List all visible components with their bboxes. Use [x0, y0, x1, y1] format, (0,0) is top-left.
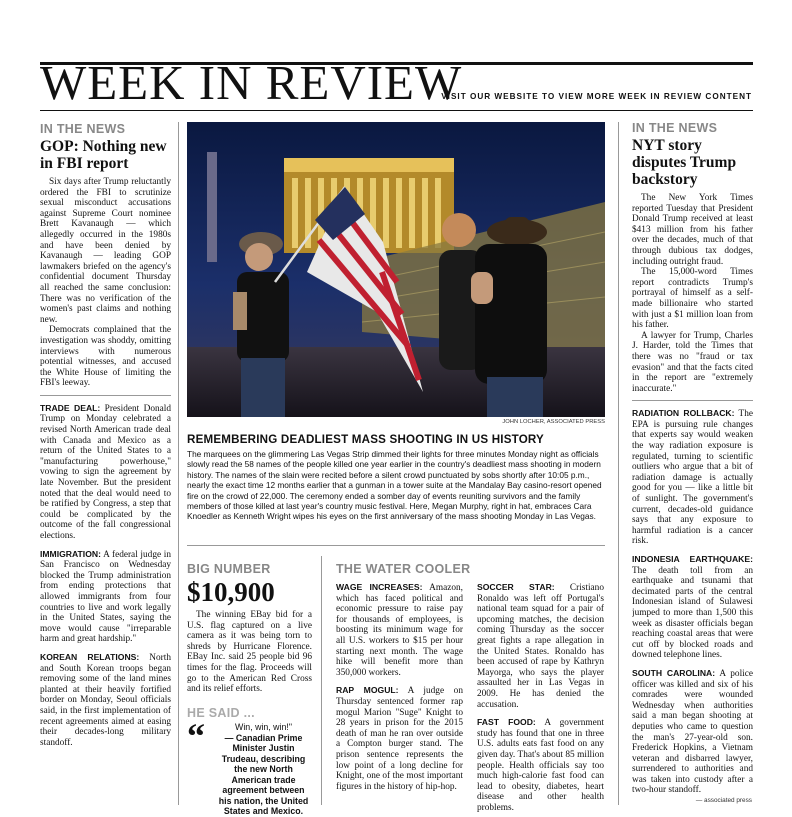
quote-row	[187, 716, 312, 817]
big-number-para: The winning EBay bid for a U.S. flag captured on a live camera as it was being torn to shreds by Hurricane Florence. EBay Inc. said 25 people bid 96 times for the flag. Proceeds will go to the American Red Cross and its relief efforts.	[187, 610, 312, 695]
wc-text: Cristiano Ronaldo was left off Portugal's national team squad for a pair of upcoming matches, the decision coming Thursday as the soccer great fights a rape allegation in the United States. Ronaldo has been accused of rape by Kathryn Mayorga, who says the player assaulted her in Las Vegas in 2009. He has denied the accusation.	[477, 583, 604, 710]
brief-lead: TRADE DEAL:	[40, 402, 101, 413]
wc-item-soccer	[477, 582, 604, 710]
wc-text: A government study has found that one in three U.S. adults eats fast food on any given day. That's about 85 million people. Health officials say too much high-calorie fast food can lead to obesity, diabetes, heart disease and other health problems.	[477, 718, 604, 813]
right-para: The 15,000-word Times report contradicts Trump's portrayal of himself as a self-made billionaire who started with just a $1 million loan from his father.	[632, 267, 753, 331]
right-para: The New York Times reported Tuesday that President Donald Trump received at least $413 million from his father over the decades, much of that through dubious tax dodges, including outright fraud.	[632, 193, 753, 267]
water-cooler-col-1	[336, 582, 463, 813]
right-brief-radiation	[632, 408, 753, 547]
visit-website-link[interactable]: VISIT OUR WEBSITE TO VIEW MORE WEEK IN REVIEW CONTENT	[441, 92, 752, 101]
right-kicker: IN THE NEWS	[632, 121, 718, 135]
brief-text: A police officer was killed and six of his comrades were wounded Wednesday when authorities said a man began shooting at deputies who came to question the man's 27-year-old son. Frederick Hopkins, a Vietnam veteran and disbarred lawyer, surrendered to authorities and was taken into custody after a two-hour standoff.	[632, 668, 753, 796]
right-headline: NYT story disputes Trump backstory	[632, 137, 737, 188]
wc-text: A judge on Thursday sentenced former rap mogul Marion "Suge" Knight to 28 years in prison for the 2015 death of man he ran over outside a Compton burger stand. The prison sentence represents the low point of a long decline for Knight, one of the most important figures in the history of hip-hop.	[336, 686, 463, 792]
brief-text: The death toll from an earthquake and tsunami that decimated parts of the central Indonesian island of Sulawesi jumped to more than 1,500 this week as disaster officials began reaching coastal areas that were cut off by blocked roads and downed telephone lines.	[632, 565, 753, 661]
masthead-title: WEEK IN REVIEW	[40, 55, 463, 110]
wc-item-rap	[336, 685, 463, 792]
photo-illustration	[187, 122, 605, 417]
wc-lead: SOCCER STAR:	[477, 582, 555, 592]
left-kicker: IN THE NEWS	[40, 122, 126, 136]
right-story-body	[632, 193, 753, 394]
wc-item-fastfood	[477, 717, 604, 813]
brief-text: President Donald Trump on Monday celebrated a revised North American trade deal with Canada and Mexico as a return of the United States to a "manufacturing powerhouse," vowing to sign the agreement by late November. But the president noted that the deal would need to be ratified by Congress, a step that could be complicated by the outcome of the fall congressional elections.	[40, 403, 171, 541]
column-divider-left	[178, 122, 179, 805]
photo-caption: The marquees on the glimmering Las Vegas Strip dimmed their lights for three minutes Monday night as officials slowly read the 58 names of the people killed one year earlier in the country's deadliest mass shooting in modern history. The names of the slain were recited before a silent crowd punctuated by sobs shortly after 10:05 p.m., nearly the exact time 12 months earlier that a gunman in a tower suite at the Mandalay Bay casino-resort opened fire on the crowd of 22,000. The ceremony ended a somber day of events reuniting survivors and the family members of those killed at last year's country music festival. Here, Megan Murphy, right in hat, embraces Cara Knoedler as Kenneth Wright wipes his eyes on the first anniversary of the mass shooting Monday in Las Vegas.	[187, 449, 602, 522]
left-briefs	[40, 403, 171, 748]
brief-lead: RADIATION ROLLBACK:	[632, 408, 735, 419]
wc-text: Amazon, which has faced political and economic pressure to raise pay for thousands of employees, is boosting its minimum wage for all U.S. workers to $15 per hour starting next month. The wage hike will benefit more than 350,000 workers.	[336, 583, 463, 678]
big-number-text	[187, 610, 312, 695]
brief-text: A federal judge in San Francisco on Wednesday blocked the Trump administration from ending protections that allowed immigrants from four countries to live and work legally in the United States, saying the move would cause "irreparable harm and great hardship."	[40, 549, 171, 645]
quote-mark-icon: “	[187, 716, 205, 756]
right-para: A lawyer for Trump, Charles J. Harder, told the Times that there was no "fraud or tax evasion" and that the facts cited in the report are "extremely inaccurate."	[632, 330, 753, 394]
las-vegas-memorial-photo	[187, 122, 605, 417]
left-para: Democrats complained that the investigation was shoddy, omitting interviews with numerous potential witnesses, and accused the White House of limiting the FBI's leeway.	[40, 325, 171, 389]
wc-item-wage	[336, 582, 463, 678]
water-cooler-col-2	[477, 582, 604, 813]
wc-lead: WAGE INCREASES:	[336, 582, 423, 592]
water-cooler-box	[336, 562, 605, 813]
big-number-box	[187, 562, 312, 695]
left-brief-trade	[40, 403, 171, 542]
left-story-body	[40, 177, 171, 389]
wc-lead: FAST FOOD:	[477, 717, 536, 728]
brief-lead: IMMIGRATION:	[40, 548, 101, 559]
quote-body	[215, 722, 312, 817]
brief-text: The EPA is pursuing rule changes that experts say would weaken the way radiation exposure is regulated, turning to scientific outliers who argue that a bit of radiation damage is actually good for you — like a little bit of sunlight. The government's current, decades-old guidance says that any exposure to harmful radiation is a cancer risk.	[632, 409, 753, 547]
right-news-column	[632, 121, 753, 809]
water-cooler-columns	[336, 582, 605, 813]
brief-lead: SOUTH CAROLINA:	[632, 667, 716, 678]
water-cooler-kicker: THE WATER COOLER	[336, 562, 471, 576]
brief-text: North and South Korean troops began removing some of the land mines planted at their heavily fortified border on Monday, Seoul officials said, in the first implementation of recent agreements aimed at easing their decades-long military standoff.	[40, 652, 171, 748]
footer-credit: — associated press	[695, 797, 752, 804]
right-briefs	[632, 408, 753, 796]
right-brief-south-carolina	[632, 668, 753, 796]
left-brief-korea	[40, 652, 171, 748]
left-headline: GOP: Nothing new in FBI report	[40, 138, 167, 172]
brief-lead: INDONESIA EARTHQUAKE:	[632, 554, 753, 564]
left-para: Six days after Trump reluctantly ordered the FBI to scrutinize sexual misconduct accusations against Supreme Court nominee Brett Kavanaugh — which allegedly occurred in the 1980s and have been denied by Kavanaugh — leading GOP lawmakers briefed on the agency's confidential document Thursday all reached the same conclusion: There was no verification of the women's past claims and nothing new.	[40, 177, 171, 325]
middle-separator	[187, 545, 605, 546]
he-said-kicker: HE SAID ...	[187, 706, 255, 720]
left-separator	[40, 395, 171, 396]
right-separator	[632, 400, 753, 401]
masthead-bottom-rule	[40, 110, 753, 111]
he-said-box	[187, 706, 312, 817]
quote-attribution: — Canadian Prime Minister Justin Trudeau, describing the new North American trade agreement between his nation, the United States and Mexico.	[218, 732, 309, 816]
column-divider-right	[618, 122, 619, 805]
right-brief-indonesia	[632, 554, 753, 661]
quote-text: Win, win, win!"	[235, 722, 292, 732]
left-brief-immigration	[40, 549, 171, 645]
photo-headline: REMEMBERING DEADLIEST MASS SHOOTING IN US HISTORY	[187, 433, 544, 446]
column-divider-middle	[321, 556, 322, 805]
left-news-column	[40, 122, 171, 809]
photo-credit: JOHN LOCHER, ASSOCIATED PRESS	[502, 419, 605, 425]
brief-lead: KOREAN RELATIONS:	[40, 651, 140, 662]
big-number-kicker: BIG NUMBER	[187, 562, 271, 576]
big-number-value: $10,900	[187, 577, 275, 607]
wc-lead: RAP MOGUL:	[336, 685, 399, 696]
